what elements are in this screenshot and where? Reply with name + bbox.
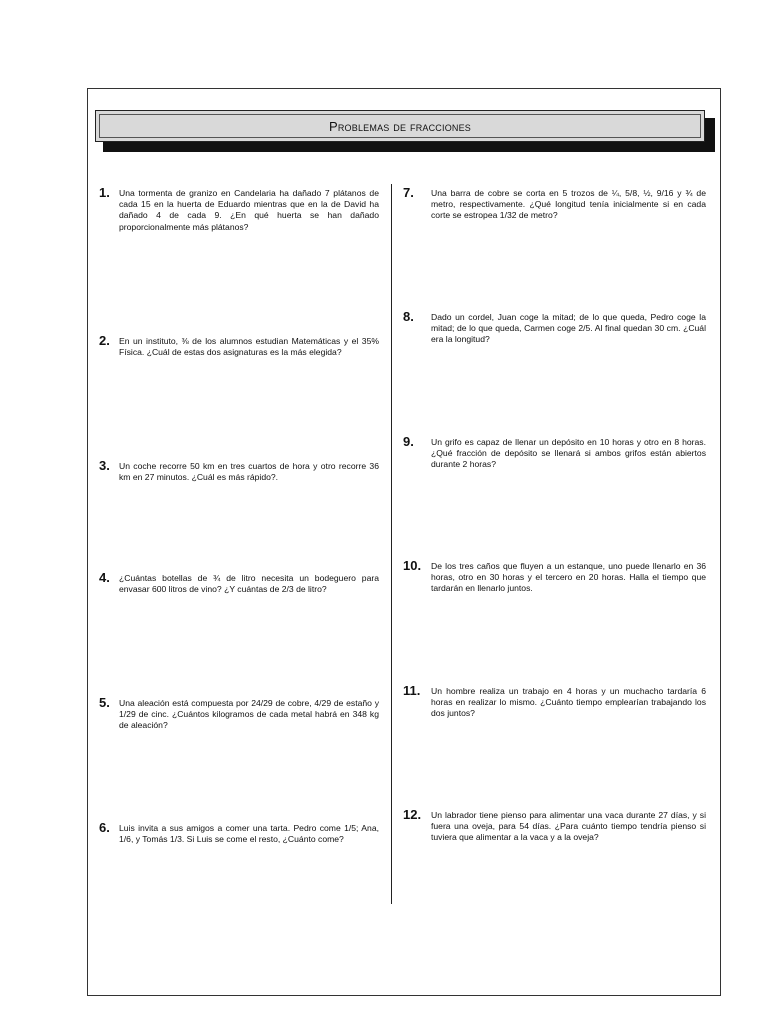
problem-2 bbox=[99, 333, 379, 358]
problem-3 bbox=[99, 458, 379, 483]
page-title: Problemas de fracciones bbox=[328, 118, 472, 134]
problem-1 bbox=[99, 185, 379, 233]
problem-number: 9. bbox=[403, 434, 414, 449]
problem-11 bbox=[403, 683, 706, 720]
title-box bbox=[95, 110, 705, 142]
problem-text: De los tres caños que fluyen a un estanque, uno puede llenarlo en 36 horas, otro en 30 horas y el tercero en 20 horas. Halla el tiempo que tardarán en llenarlo juntos. bbox=[431, 561, 706, 594]
problem-text: Un hombre realiza un trabajo en 4 horas y un muchacho tardaría 6 horas en realizar lo mismo. ¿Cuánto tiempo emplearían trabajando los dos juntos? bbox=[431, 686, 706, 719]
problem-10 bbox=[403, 558, 706, 595]
problem-text: Una aleación está compuesta por 24/29 de cobre, 4/29 de estaño y 1/29 de cinc. ¿Cuántos kilogramos de cada metal habrá en 348 kg de aleación? bbox=[119, 698, 379, 731]
problem-9 bbox=[403, 434, 706, 471]
problem-6 bbox=[99, 820, 379, 845]
problem-number: 6. bbox=[99, 820, 110, 835]
problem-5 bbox=[99, 695, 379, 732]
problem-number: 8. bbox=[403, 309, 414, 324]
problem-number: 2. bbox=[99, 333, 110, 348]
problem-text: Un grifo es capaz de llenar un depósito en 10 horas y otro en 8 horas. ¿Qué fracción de depósito se llenará si ambos grifos están abiertos durante 2 horas? bbox=[431, 437, 706, 470]
problem-number: 7. bbox=[403, 185, 414, 200]
problem-text: Un labrador tiene pienso para alimentar una vaca durante 27 días, y si fuera una oveja, para 54 días. ¿Para cuánto tiempo tendría pienso si tuviera que alimentar a la vaca y a la oveja? bbox=[431, 810, 706, 843]
problem-number: 5. bbox=[99, 695, 110, 710]
problem-number: 4. bbox=[99, 570, 110, 585]
problem-text: En un instituto, ⅜ de los alumnos estudian Matemáticas y el 35% Física. ¿Cuál de estas dos asignaturas es la más elegida? bbox=[119, 336, 379, 358]
problem-4 bbox=[99, 570, 379, 595]
problem-number: 1. bbox=[99, 185, 110, 200]
problem-text: Dado un cordel, Juan coge la mitad; de lo que queda, Pedro coge la mitad; de lo que queda, Carmen coge 2/5. Al final quedan 30 cm. ¿Cuál era la longitud? bbox=[431, 312, 706, 345]
problem-text: Luis invita a sus amigos a comer una tarta. Pedro come 1/5; Ana, 1/6, y Tomás 1/3. Si Luis se come el resto, ¿Cuánto come? bbox=[119, 823, 379, 845]
problem-text: ¿Cuántas botellas de ¾ de litro necesita un bodeguero para envasar 600 litros de vino? ¿Y cuántas de 2/3 de litro? bbox=[119, 573, 379, 595]
problem-text: Una barra de cobre se corta en 5 trozos de ¼, 5/8, ½, 9/16 y ¾ de metro, respectivamente. ¿Qué longitud tenía inicialmente si en cada corte se estropea 1/32 de metro? bbox=[431, 188, 706, 221]
problem-7 bbox=[403, 185, 706, 222]
column-divider bbox=[391, 184, 392, 904]
problem-number: 10. bbox=[403, 558, 422, 573]
problem-12 bbox=[403, 807, 706, 844]
title-inner-border bbox=[99, 114, 701, 138]
problem-number: 12. bbox=[403, 807, 422, 822]
problem-8 bbox=[403, 309, 706, 346]
problem-text: Un coche recorre 50 km en tres cuartos de hora y otro recorre 36 km en 27 minutos. ¿Cuál es más rápido?. bbox=[119, 461, 379, 483]
problem-number: 3. bbox=[99, 458, 110, 473]
problem-number: 11. bbox=[403, 683, 421, 698]
problem-text: Una tormenta de granizo en Candelaria ha dañado 7 plátanos de cada 15 en la huerta de Eduardo mientras que en la de David ha dañado 4 de cada 9. ¿En qué huerta se han dañado proporcionalmente más plátanos? bbox=[119, 188, 379, 232]
